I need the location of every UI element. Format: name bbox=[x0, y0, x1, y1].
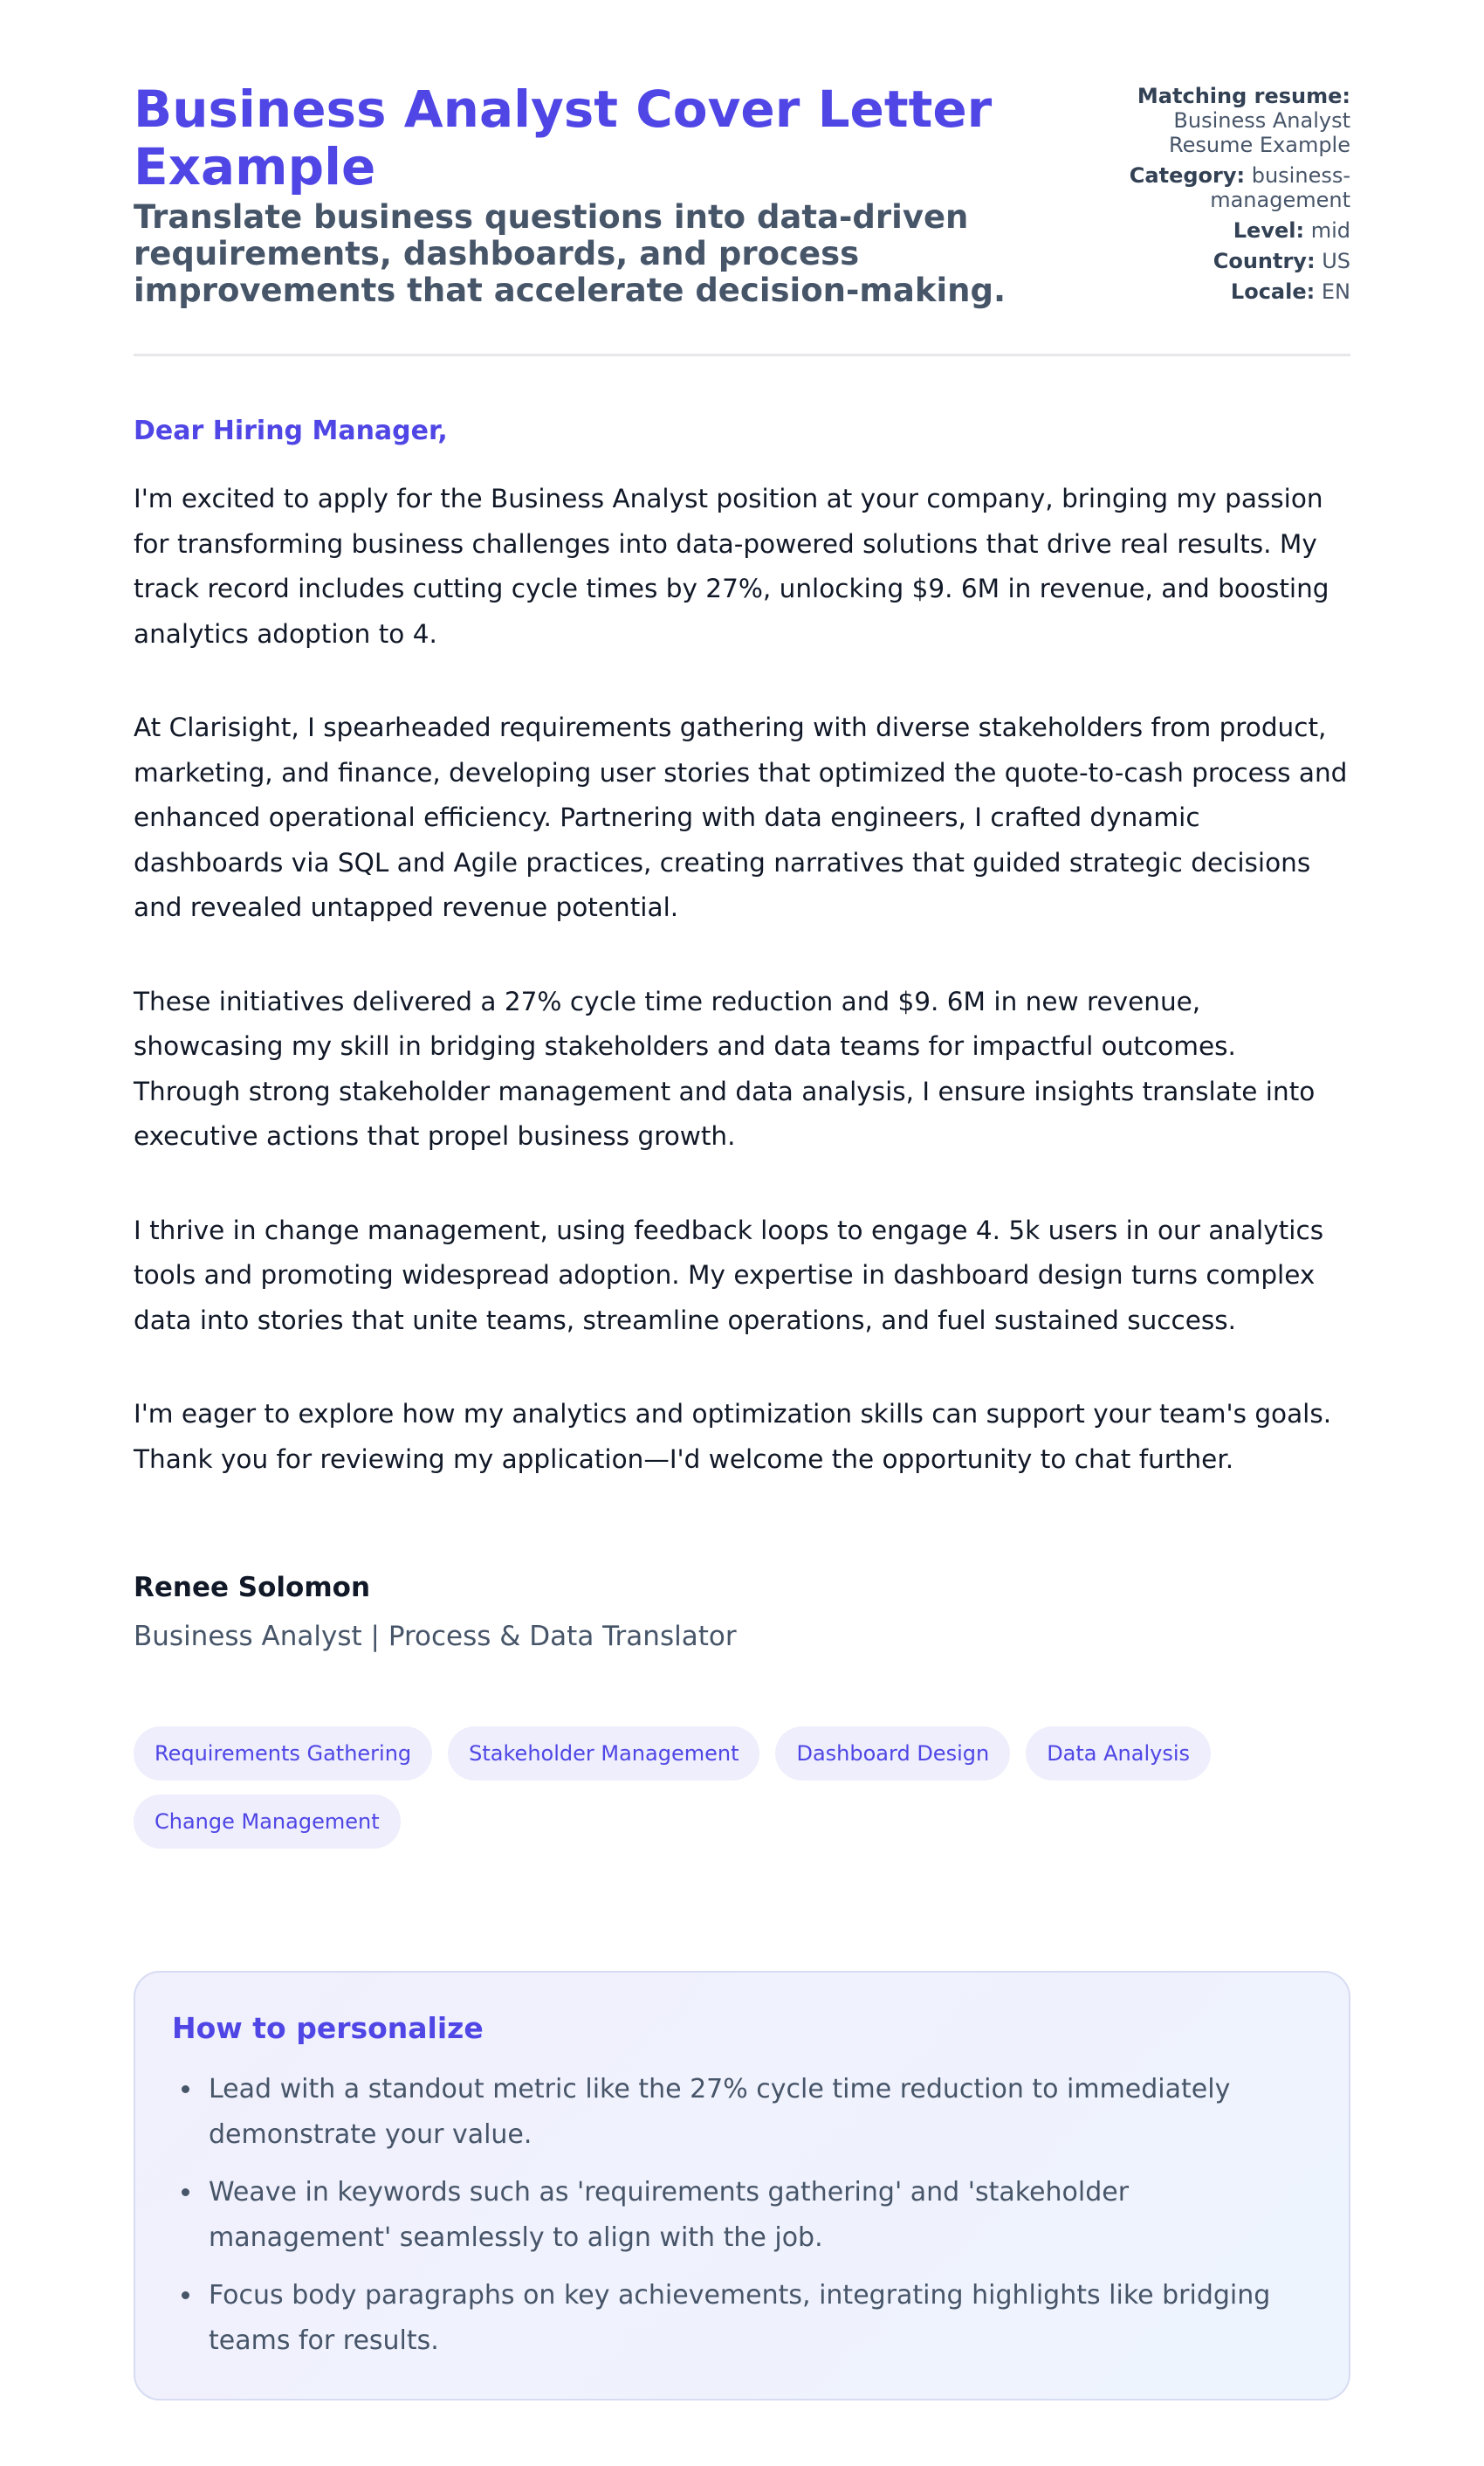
meta-category bbox=[1089, 163, 1350, 212]
skill-tag[interactable]: Stakeholder Management bbox=[448, 1726, 759, 1781]
skill-tag[interactable]: Change Management bbox=[134, 1794, 401, 1849]
meta-category-value: business-management bbox=[1210, 163, 1350, 212]
meta-level-value: mid bbox=[1310, 218, 1350, 243]
page-title: Business Analyst Cover Letter Example bbox=[134, 79, 993, 196]
tip-item: • Lead with a standout metric like the 27% cycle time reduction to immediately demonstrate your value. bbox=[203, 2067, 1312, 2158]
meta-level bbox=[1089, 218, 1350, 243]
meta-matching-resume-value[interactable]: Business Analyst Resume Example bbox=[1169, 108, 1350, 157]
skill-tag[interactable]: Requirements Gathering bbox=[134, 1726, 432, 1781]
letter-paragraph: I'm eager to explore how my analytics and optimization skills can support your team's goals. Thank you for reviewing my application—I'd welcome the opportunity to chat further. bbox=[134, 1399, 1332, 1474]
letter-paragraph: I'm excited to apply for the Business Analyst position at your company, bringing my passion for transforming business challenges into data-powered solutions that drive real results. My track record includes cutting cycle times by 27%, unlocking $9. 6M in revenue, and boosting analytics adoption to 4. bbox=[134, 484, 1329, 649]
meta-matching-resume bbox=[1089, 84, 1350, 157]
meta-country-label: Country: bbox=[1213, 249, 1316, 273]
page-header bbox=[134, 0, 1350, 356]
resume-meta bbox=[1089, 80, 1350, 310]
meta-level-label: Level: bbox=[1233, 218, 1305, 243]
signature-title: Business Analyst | Process & Data Translator bbox=[134, 1621, 737, 1652]
meta-matching-resume-label: Matching resume: bbox=[1137, 84, 1350, 108]
tip-item: • Weave in keywords such as 'requirements gathering' and 'stakeholder management' seamlessly to align with the job. bbox=[203, 2170, 1312, 2261]
tip-item: • Focus body paragraphs on key achievements, integrating highlights like bridging teams for results. bbox=[203, 2273, 1312, 2364]
letter-paragraph: At Clarisight, I spearheaded requirements gathering with diverse stakeholders from product, marketing, and finance, developing user stories that optimized the quote-to-cash process and enhanced operational efficiency. Partnering with data engineers, I crafted dynamic dashboards via SQL and Agile practices, creating narratives that guided strategic decisions and revealed untapped revenue potential. bbox=[134, 713, 1348, 922]
signature-name: Renee Solomon bbox=[134, 1572, 371, 1603]
tips-list bbox=[172, 2067, 1312, 2364]
page-subtitle: Translate business questions into data-driven requirements, dashboards, and process improvements that accelerate decision-making. bbox=[134, 198, 1007, 309]
meta-locale-value: EN bbox=[1321, 279, 1350, 304]
header-title-block bbox=[134, 80, 1041, 309]
skill-tags bbox=[134, 1726, 1268, 1849]
meta-country bbox=[1089, 249, 1350, 273]
meta-country-value: US bbox=[1322, 249, 1350, 273]
skill-tag[interactable]: Dashboard Design bbox=[775, 1726, 1010, 1781]
letter-greeting: Dear Hiring Manager, bbox=[134, 416, 448, 446]
letter-paragraph: I thrive in change management, using feedback loops to engage 4. 5k users in our analytics tools and promoting widespread adoption. My expertise in dashboard design turns complex data into stories that unite teams, streamline operations, and fuel sustained success. bbox=[134, 1215, 1324, 1335]
tips-title: How to personalize bbox=[172, 2011, 484, 2045]
meta-category-label: Category: bbox=[1129, 163, 1246, 188]
personalize-tips-box bbox=[134, 1971, 1350, 2401]
skill-tag[interactable]: Data Analysis bbox=[1026, 1726, 1211, 1781]
meta-locale-label: Locale: bbox=[1230, 279, 1316, 304]
letter-paragraph: These initiatives delivered a 27% cycle time reduction and $9. 6M in new revenue, showcasing my skill in bridging stakeholders and data teams for impactful outcomes. Through strong stakeholder management and data analysis, I ensure insights translate into executive actions that propel business growth. bbox=[134, 986, 1316, 1151]
meta-locale bbox=[1089, 279, 1350, 304]
letter-body bbox=[134, 416, 1350, 1653]
